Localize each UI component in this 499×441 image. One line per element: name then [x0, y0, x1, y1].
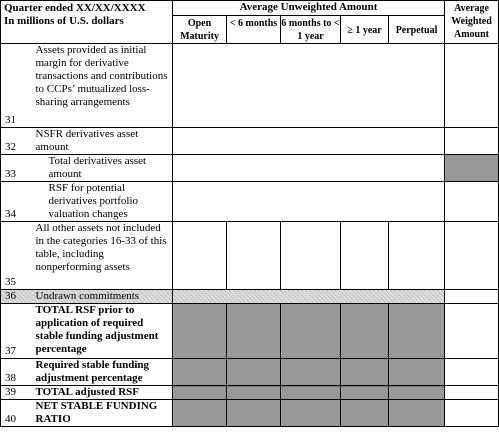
col-perpetual: Perpetual [389, 16, 445, 44]
less-6-months-cell-shaded [227, 359, 281, 386]
perpetual-cell-shaded [389, 386, 445, 400]
table-row [1, 222, 499, 290]
row-number: 34 [1, 182, 33, 222]
table-title [1, 1, 173, 44]
row-label: NSFR derivatives asset amount [33, 128, 173, 155]
weighted-cell [445, 400, 499, 427]
less-6-months-cell [227, 222, 281, 290]
unweighted-group-header: Average Unweighted Amount [173, 1, 445, 16]
perpetual-cell-shaded [389, 400, 445, 427]
1-year-plus-cell-shaded [341, 304, 389, 359]
row-label: Undrawn commitments [33, 290, 173, 304]
table-row [1, 400, 499, 427]
row-number: 40 [1, 400, 33, 427]
header-row-1 [1, 1, 499, 16]
row-label: All other assets not included in the categories 16-33 of this table, including nonperforming assets [33, 222, 173, 290]
1-year-plus-cell [341, 222, 389, 290]
weighted-cell-shaded [445, 155, 499, 182]
row-number: 38 [1, 359, 33, 386]
unweighted-cell [173, 44, 445, 128]
row-number: 37 [1, 304, 33, 359]
table-row [1, 386, 499, 400]
unweighted-cell [173, 128, 445, 155]
table-row [1, 359, 499, 386]
less-6-months-cell-shaded [227, 400, 281, 427]
weighted-cell [445, 290, 499, 304]
table-row [1, 182, 499, 222]
row-label: RSF for potential derivatives portfolio valuation changes [33, 182, 173, 222]
row-number: 33 [1, 155, 33, 182]
1-year-plus-cell-shaded [341, 400, 389, 427]
row-number: 32 [1, 128, 33, 155]
row-label: Total derivatives asset amount [33, 155, 173, 182]
perpetual-cell [389, 222, 445, 290]
table-row [1, 155, 499, 182]
weighted-amount-header: Average Weighted Amount [445, 1, 499, 44]
1-year-plus-cell-shaded [341, 386, 389, 400]
unweighted-cell [173, 182, 445, 222]
table-row [1, 44, 499, 128]
perpetual-cell-shaded [389, 304, 445, 359]
open-maturity-cell [173, 222, 227, 290]
units-line: In millions of U.S. dollars [4, 15, 124, 27]
row-number: 35 [1, 222, 33, 290]
row-label: Required stable funding adjustment percentage [33, 359, 173, 386]
unweighted-cell-shaded [173, 290, 445, 304]
perpetual-cell-shaded [389, 359, 445, 386]
col-6-months-1-year: 6 months to < 1 year [281, 16, 341, 44]
col-open-maturity: Open Maturity [173, 16, 227, 44]
quarter-line: Quarter ended XX/XX/XXXX [4, 2, 146, 14]
col-less-6-months: < 6 months [227, 16, 281, 44]
row-label: Assets provided as initial margin for derivative transactions and contributions to CCPs’ mutualized loss-sharing arrangements [33, 44, 173, 128]
col-1-year-plus: ≥ 1 year [341, 16, 389, 44]
unweighted-cell [173, 155, 445, 182]
row-number: 31 [1, 44, 33, 128]
open-maturity-cell-shaded [173, 359, 227, 386]
open-maturity-cell-shaded [173, 400, 227, 427]
weighted-cell [445, 386, 499, 400]
row-label: TOTAL adjusted RSF [33, 386, 173, 400]
table-row [1, 128, 499, 155]
row-label: TOTAL RSF prior to application of required stable funding adjustment percentage [33, 304, 173, 359]
less-6-months-cell-shaded [227, 386, 281, 400]
weighted-cell [445, 359, 499, 386]
row-number: 39 [1, 386, 33, 400]
row-number: 36 [1, 290, 33, 304]
weighted-cell [445, 222, 499, 290]
6-months-1-year-cell-shaded [281, 359, 341, 386]
weighted-cell [445, 44, 499, 128]
weighted-cell [445, 304, 499, 359]
6-months-1-year-cell [281, 222, 341, 290]
table-row [1, 304, 499, 359]
6-months-1-year-cell-shaded [281, 400, 341, 427]
less-6-months-cell-shaded [227, 304, 281, 359]
table-row [1, 290, 499, 304]
6-months-1-year-cell-shaded [281, 386, 341, 400]
row-label: NET STABLE FUNDING RATIO [33, 400, 173, 427]
weighted-cell [445, 182, 499, 222]
6-months-1-year-cell-shaded [281, 304, 341, 359]
open-maturity-cell-shaded [173, 304, 227, 359]
open-maturity-cell-shaded [173, 386, 227, 400]
1-year-plus-cell-shaded [341, 359, 389, 386]
weighted-cell [445, 128, 499, 155]
